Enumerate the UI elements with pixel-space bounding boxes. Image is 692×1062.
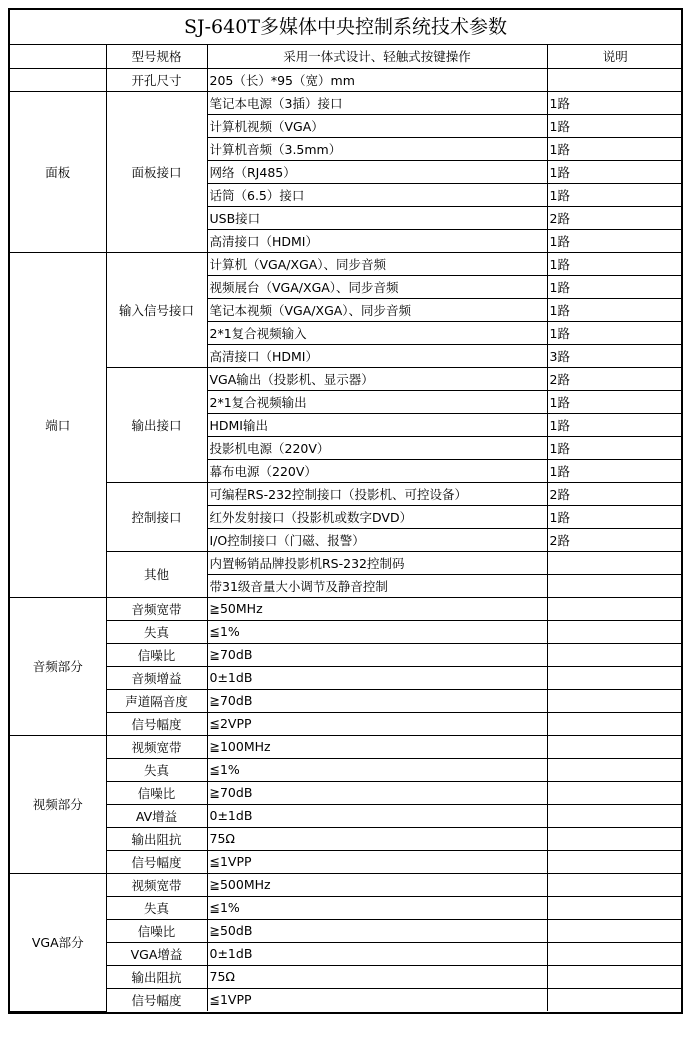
param-label: 失真 [106, 896, 207, 919]
section-panel: 面板 [10, 91, 106, 252]
param-label: 信噪比 [106, 643, 207, 666]
note-cell: 1路 [547, 298, 683, 321]
note-cell [547, 643, 683, 666]
item-cell: VGA输出（投影机、显示器） [207, 367, 547, 390]
note-cell: 1路 [547, 321, 683, 344]
opening-size-value: 205（长）*95（宽）mm [207, 68, 547, 91]
param-label: 失真 [106, 620, 207, 643]
note-cell: 1路 [547, 229, 683, 252]
note-cell: 2路 [547, 367, 683, 390]
table-row [10, 896, 683, 919]
param-value: 0±1dB [207, 942, 547, 965]
param-label: 声道隔音度 [106, 689, 207, 712]
item-cell: 笔记本电源（3插）接口 [207, 91, 547, 114]
note-cell [547, 712, 683, 735]
item-cell: 计算机视频（VGA） [207, 114, 547, 137]
note-cell [547, 850, 683, 873]
item-cell: HDMI输出 [207, 413, 547, 436]
note-cell [547, 758, 683, 781]
table-row [10, 850, 683, 873]
note-cell: 2路 [547, 528, 683, 551]
param-value: ≦2VPP [207, 712, 547, 735]
table-row [10, 620, 683, 643]
group-input-interfaces: 输入信号接口 [106, 252, 207, 367]
table-row [10, 873, 683, 896]
param-value: ≧500MHz [207, 873, 547, 896]
note-cell: 1路 [547, 160, 683, 183]
group-output-interfaces: 输出接口 [106, 367, 207, 482]
table-row [10, 919, 683, 942]
table-row [10, 367, 683, 390]
param-label: AV增益 [106, 804, 207, 827]
document-title: SJ-640T多媒体中央控制系统技术参数 [10, 10, 681, 45]
section-audio: 音频部分 [10, 597, 106, 735]
param-value: ≧50dB [207, 919, 547, 942]
blank-cell [10, 68, 106, 91]
note-cell [547, 781, 683, 804]
param-value: ≧100MHz [207, 735, 547, 758]
param-value: 0±1dB [207, 804, 547, 827]
param-label: 视频宽带 [106, 735, 207, 758]
item-cell: 高清接口（HDMI） [207, 344, 547, 367]
param-label: 视频宽带 [106, 873, 207, 896]
param-value: 75Ω [207, 965, 547, 988]
item-cell: 幕布电源（220V） [207, 459, 547, 482]
item-cell: USB接口 [207, 206, 547, 229]
note-cell: 2路 [547, 482, 683, 505]
note-cell: 1路 [547, 91, 683, 114]
table-row [10, 965, 683, 988]
group-other: 其他 [106, 551, 207, 597]
note-cell [547, 896, 683, 919]
spec-sheet [8, 8, 683, 1014]
note-cell: 1路 [547, 275, 683, 298]
note-cell [547, 735, 683, 758]
param-value: ≦1% [207, 758, 547, 781]
note-cell: 3路 [547, 344, 683, 367]
param-value: ≧50MHz [207, 597, 547, 620]
param-value: 75Ω [207, 827, 547, 850]
param-label: 信号幅度 [106, 988, 207, 1011]
note-cell: 1路 [547, 436, 683, 459]
param-label: 信号幅度 [106, 712, 207, 735]
group-panel-interfaces: 面板接口 [106, 91, 207, 252]
item-cell: 投影机电源（220V） [207, 436, 547, 459]
table-row [10, 712, 683, 735]
item-cell: 计算机（VGA/XGA）、同步音频 [207, 252, 547, 275]
table-row [10, 781, 683, 804]
param-label: 信噪比 [106, 781, 207, 804]
note-cell [547, 988, 683, 1011]
header-note: 说明 [547, 45, 683, 68]
param-label: 音频增益 [106, 666, 207, 689]
spec-table [10, 45, 683, 1012]
note-cell [547, 666, 683, 689]
note-cell [547, 965, 683, 988]
param-label: 输出阻抗 [106, 965, 207, 988]
note-cell [547, 919, 683, 942]
param-value: ≧70dB [207, 781, 547, 804]
item-cell: I/O控制接口（门磁、报警） [207, 528, 547, 551]
item-cell: 计算机音频（3.5mm） [207, 137, 547, 160]
param-label: 音频宽带 [106, 597, 207, 620]
table-row [10, 942, 683, 965]
header-design: 采用一体式设计、轻触式按键操作 [207, 45, 547, 68]
table-row [10, 91, 683, 114]
section-video: 视频部分 [10, 735, 106, 873]
note-cell: 1路 [547, 137, 683, 160]
note-cell: 1路 [547, 252, 683, 275]
header-row [10, 45, 683, 68]
param-value: ≦1VPP [207, 850, 547, 873]
blank-cell [547, 68, 683, 91]
table-row [10, 804, 683, 827]
item-cell: 红外发射接口（投影机或数字DVD） [207, 505, 547, 528]
table-row [10, 827, 683, 850]
param-label: 失真 [106, 758, 207, 781]
table-row [10, 551, 683, 574]
header-blank-cell [10, 45, 106, 68]
param-label: 信号幅度 [106, 850, 207, 873]
table-row [10, 252, 683, 275]
param-value: ≦1VPP [207, 988, 547, 1011]
note-cell [547, 827, 683, 850]
table-row [10, 758, 683, 781]
opening-size-label: 开孔尺寸 [106, 68, 207, 91]
section-ports: 端口 [10, 252, 106, 597]
item-cell: 2*1复合视频输出 [207, 390, 547, 413]
item-cell: 2*1复合视频输入 [207, 321, 547, 344]
table-row [10, 597, 683, 620]
param-value: ≧70dB [207, 643, 547, 666]
table-row [10, 482, 683, 505]
table-row [10, 988, 683, 1011]
note-cell [547, 942, 683, 965]
note-cell [547, 804, 683, 827]
note-cell [547, 551, 683, 574]
group-control-interfaces: 控制接口 [106, 482, 207, 551]
param-label: VGA增益 [106, 942, 207, 965]
item-cell: 视频展台（VGA/XGA）、同步音频 [207, 275, 547, 298]
param-value: ≦1% [207, 620, 547, 643]
note-cell [547, 689, 683, 712]
item-cell: 带31级音量大小调节及静音控制 [207, 574, 547, 597]
table-row [10, 666, 683, 689]
note-cell: 1路 [547, 114, 683, 137]
note-cell: 1路 [547, 459, 683, 482]
item-cell: 网络（RJ485） [207, 160, 547, 183]
param-value: ≦1% [207, 896, 547, 919]
item-cell: 内置畅销品牌投影机RS-232控制码 [207, 551, 547, 574]
note-cell: 1路 [547, 413, 683, 436]
table-row [10, 689, 683, 712]
note-cell: 1路 [547, 505, 683, 528]
note-cell: 1路 [547, 390, 683, 413]
table-row [10, 643, 683, 666]
param-label: 信噪比 [106, 919, 207, 942]
note-cell [547, 873, 683, 896]
table-row [10, 735, 683, 758]
item-cell: 笔记本视频（VGA/XGA）、同步音频 [207, 298, 547, 321]
note-cell: 2路 [547, 206, 683, 229]
note-cell [547, 620, 683, 643]
item-cell: 话筒（6.5）接口 [207, 183, 547, 206]
opening-size-row [10, 68, 683, 91]
note-cell: 1路 [547, 183, 683, 206]
param-label: 输出阻抗 [106, 827, 207, 850]
item-cell: 可编程RS-232控制接口（投影机、可控设备） [207, 482, 547, 505]
header-model: 型号规格 [106, 45, 207, 68]
param-value: ≧70dB [207, 689, 547, 712]
note-cell [547, 597, 683, 620]
item-cell: 高清接口（HDMI） [207, 229, 547, 252]
note-cell [547, 574, 683, 597]
param-value: 0±1dB [207, 666, 547, 689]
section-vga: VGA部分 [10, 873, 106, 1011]
